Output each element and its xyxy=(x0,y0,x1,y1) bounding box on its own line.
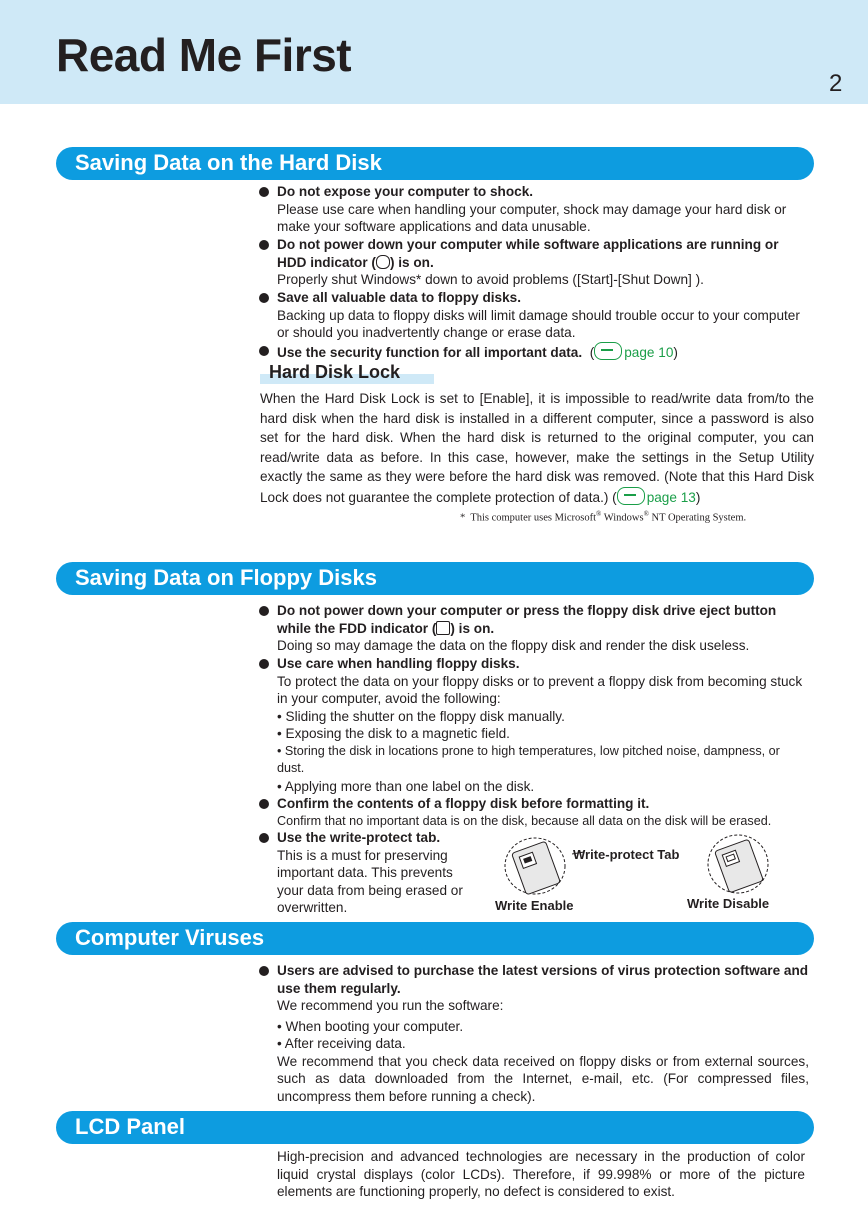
list-item xyxy=(259,183,809,236)
list-item xyxy=(259,655,809,795)
list-item xyxy=(259,829,479,917)
list-item xyxy=(259,962,809,1105)
item-heading: Use the write-protect tab. xyxy=(277,830,441,845)
write-enable-label: Write Enable xyxy=(495,898,574,913)
item-text: We recommend that you check data received on floppy disks or from external sources, such as data downloaded from the Internet, e-mail, etc. (For compressed files, uncompress them before running a check). xyxy=(277,1053,809,1104)
hdd-indicator-icon xyxy=(376,255,390,269)
list-entry: • Sliding the shutter on the floppy disk manually. xyxy=(277,708,565,724)
page-title: Read Me First xyxy=(56,29,352,81)
section-bar-floppy xyxy=(56,562,814,595)
section-heading: Computer Viruses xyxy=(75,925,265,950)
item-heading: Use the security function for all important data. xyxy=(277,345,583,360)
page-number: 2 xyxy=(829,70,843,97)
item-heading: Do not power down your computer or press the floppy disk drive eject button while the FDD indicator ( ) is on. xyxy=(277,603,777,636)
bullet-icon xyxy=(259,659,269,669)
item-text: Backing up data to floppy disks will limit damage should trouble occur to your computer or should you inadvertently change or erase data. xyxy=(277,307,800,340)
list-entry: • When booting your computer. xyxy=(277,1018,464,1034)
footnote: * This computer uses Microsoft® Windows® NT Operating System. xyxy=(460,510,747,524)
bullet-icon xyxy=(259,293,269,303)
write-protect-tab-label: Write-protect Tab xyxy=(573,847,680,862)
bullet-icon xyxy=(259,966,269,976)
sub-heading-text: Hard Disk Lock xyxy=(269,362,401,382)
list-item: Use the security function for all important data. ( page 10) xyxy=(259,342,809,362)
bullet-icon xyxy=(259,833,269,843)
list-entry: • Applying more than one label on the disk. xyxy=(277,778,535,794)
item-text: Doing so may damage the data on the floppy disk and render the disk useless. xyxy=(277,638,750,653)
item-text: Please use care when handling your computer, shock may damage your hard disk or make your software applications and data unusable. xyxy=(277,201,787,234)
item-text: Properly shut Windows* down to avoid problems ([Start]-[Shut Down] ). xyxy=(277,272,704,287)
item-text: We recommend you run the software: xyxy=(277,998,504,1013)
bullet-icon xyxy=(259,799,269,809)
list-item xyxy=(259,795,809,830)
bullet-icon xyxy=(259,187,269,197)
item-heading: Users are advised to purchase the latest versions of virus protection software and use them regularly. xyxy=(277,963,809,996)
item-text: Confirm that no important data is on the disk, because all data on the disk will be erased. xyxy=(277,813,772,828)
section-heading: Saving Data on Floppy Disks xyxy=(75,565,377,590)
bullet-icon xyxy=(259,240,269,250)
sub-heading-hard-disk-lock xyxy=(260,364,434,384)
page-reference-link[interactable]: page 13 xyxy=(646,489,696,505)
item-heading: Use care when handling floppy disks. xyxy=(277,656,520,671)
write-enable-disk-illustration xyxy=(500,836,570,896)
section-heading: LCD Panel xyxy=(75,1114,186,1139)
list-entry: • Exposing the disk to a magnetic field. xyxy=(277,726,510,741)
page-reference-link[interactable]: page 10 xyxy=(624,345,674,360)
item-heading: Do not power down your computer while software applications are running or HDD indicator ( ) is on. xyxy=(277,237,779,270)
write-disable-disk-illustration xyxy=(703,832,773,896)
section-bar-hard-disk xyxy=(56,147,814,180)
list-entry: • Storing the disk in locations prone to high temperatures, low pitched noise, dampness, or dust. xyxy=(277,743,780,775)
item-text: To protect the data on your floppy disks or to prevent a floppy disk from becoming stuck in your computer, avoid the following: xyxy=(277,673,803,706)
pointing-hand-icon xyxy=(594,342,622,360)
section-bar-lcd xyxy=(56,1111,814,1144)
item-text: This is a must for preserving important data. This prevents your data from being erased or overwritten. xyxy=(277,847,463,915)
item-heading: Save all valuable data to floppy disks. xyxy=(277,290,522,305)
write-disable-label: Write Disable xyxy=(687,896,770,911)
list-item xyxy=(259,236,809,289)
fdd-indicator-icon xyxy=(436,621,450,635)
bullet-icon xyxy=(259,346,269,356)
list-entry: • After receiving data. xyxy=(277,1036,406,1051)
list-item xyxy=(259,289,809,342)
page-header xyxy=(0,0,868,104)
hard-disk-lock-text: When the Hard Disk Lock is set to [Enable], it is impossible to read/write data from/to the hard disk when the hard disk is installed in a different computer, since a password is also set for the hard disk. When the hard disk is returned to the original computer, you can read/write data as before. In this case, however, make the settings in the Setup Utility exactly the same as they were before the hard disk was removed. (Note that this Hard Disk Lock does not guarantee the complete protection of data.) ( page 13) xyxy=(260,391,814,505)
section-heading: Saving Data on the Hard Disk xyxy=(75,150,382,175)
list-item xyxy=(259,602,809,655)
item-heading: Confirm the contents of a floppy disk before formatting it. xyxy=(277,796,650,811)
bullet-icon xyxy=(259,606,269,616)
item-heading: Do not expose your computer to shock. xyxy=(277,184,534,199)
lcd-text: High-precision and advanced technologies are necessary in the production of color liquid crystal displays (color LCDs). Therefore, if 99.998% or more of the picture elements are functioning properly, no defect is considered to exist. xyxy=(277,1149,805,1199)
section-bar-viruses xyxy=(56,922,814,955)
pointing-hand-icon xyxy=(617,487,645,505)
